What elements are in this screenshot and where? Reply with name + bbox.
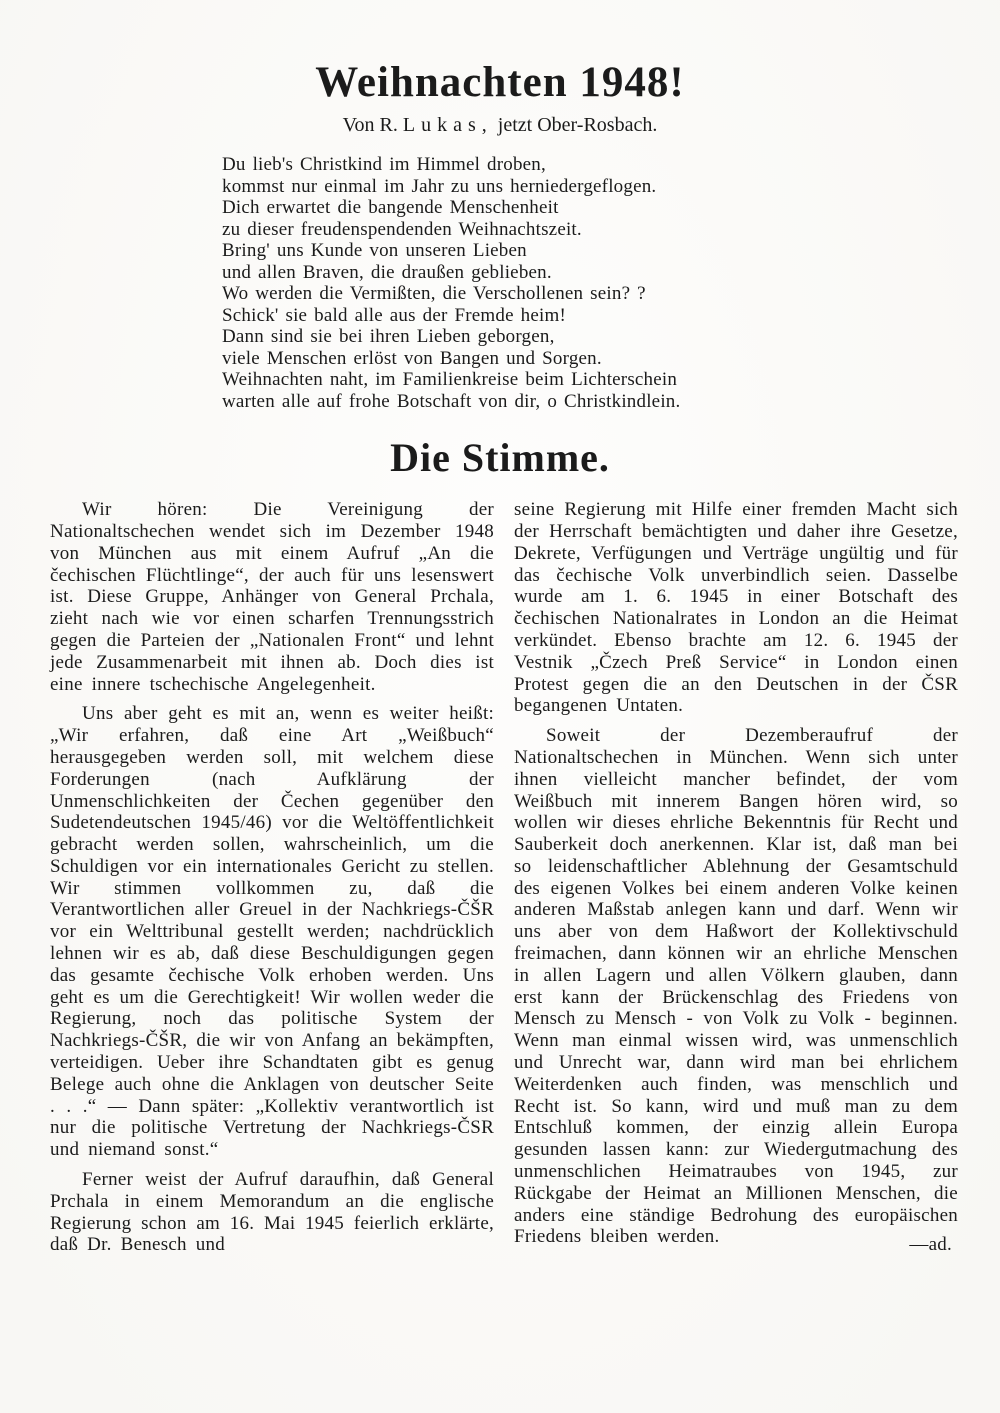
byline-author-name: Lukas, <box>402 114 493 137</box>
poem-line: Bring' uns Kunde von unseren Lieben <box>222 240 527 262</box>
poem-title: Weihnachten 1948! <box>315 59 685 106</box>
right-column <box>514 499 958 1264</box>
poem-line: warten alle auf frohe Botschaft von dir, o Christkindlein. <box>222 390 681 412</box>
article-body <box>0 499 1000 1264</box>
poem-line: viele Menschen erlöst von Bangen und Sorgen. <box>222 347 602 369</box>
paragraph-left-2: Uns aber geht es mit an, wenn es weiter heißt: „Wir erfahren, daß eine Art „Weißbuch“ herausgegeben werden soll, mit welchem diese Forderungen (nach Aufklärung der Unmenschlichkeiten der Čechen gegenüber den Sudetendeutschen 1945/46) vor die Weltöffentlichkeit gebracht werden sollen, wahrscheinlich, um die Schuldigen vor ein internationales Gericht zu stellen. Wir stimmen vollkommen zu, daß die Verantwortlichen aller Greuel in der Nachkriegs-ČŠR vor ein Welttribunal gestellt werden; nachdrücklich lehnen wir es ab, daß diese Beschuldigungen gegen das gesamte čechische Volk erhoben werden. Uns geht es um die Gerechtigkeit! Wir wollen weder die Regierung, noch das politische System der Nachkriegs-ČŠR, die wir von Anfang an bekämpften, verteidigen. Ueber ihre Schandtaten gibt es genug Belege auch ohne die Anklagen von deutscher Seite . . .“ — Dann später: „Kollektiv verantwortlich ist nur die politische Vertretung der Nachkriegs-ČSR und niemand sonst.“ <box>50 703 494 1161</box>
poem-line: Du lieb's Christkind im Himmel droben, <box>222 154 546 176</box>
poem-line: Dann sind sie bei ihren Lieben geborgen, <box>222 326 555 348</box>
byline-prefix: Von R. <box>342 114 398 137</box>
paragraph-left-3: Ferner weist der Aufruf daraufhin, daß General Prchala in einem Memorandum an die englische Regierung schon am 16. Mai 1945 feierlich erklärte, daß Dr. Benesch und <box>50 1169 494 1256</box>
author-signature: —ad. <box>909 1234 952 1256</box>
poem-header <box>0 0 1000 137</box>
poem-line: zu dieser freudenspendenden Weihnachtszeit. <box>222 218 582 240</box>
poem-line: Schick' sie bald alle aus der Fremde heim! <box>222 304 566 326</box>
poem-text <box>222 154 1000 412</box>
paragraph-left-1: Wir hören: Die Vereinigung der Nationaltschechen wendet sich im Dezember 1948 von München aus mit einem Aufruf „An die čechischen Flüchtlinge“, der auch für uns lesenswert ist. Diese Gruppe, Anhänger von General Prchala, zieht nach wie vor einen scharfen Trennungsstrich gegen die Parteien der „Nationalen Front“ und lehnt jede Zusammenarbeit mit ihnen ab. Doch dies ist eine innere tschechische Angelegenheit. <box>50 499 494 695</box>
poem-line: Dich erwartet die bangende Menschenheit <box>222 197 559 219</box>
poem-line: und allen Braven, die draußen geblieben. <box>222 261 552 283</box>
article-title: Die Stimme. <box>390 435 610 481</box>
poem-line: Weihnachten naht, im Familienkreise beim Lichterschein <box>222 369 678 391</box>
poem-byline <box>0 114 1000 137</box>
poem-line: kommst nur einmal im Jahr zu uns herniedergeflogen. <box>222 175 657 197</box>
poem-line: Wo werden die Vermißten, die Verschollenen sein? ? <box>222 283 646 305</box>
paragraph-right-1: seine Regierung mit Hilfe einer fremden Macht sich der Herrschaft bemächtigten und daher ihre Gesetze, Dekrete, Verfügungen und Verträge ungültig und für das čechische Volk unverbindlich seien. Dasselbe wurde am 1. 6. 1945 in einer Botschaft des čechischen Nationalrates in London an die Heimat verkündet. Ebenso brachte am 12. 6. 1945 der Vestnik „Čzech Preß Service“ in London einen Protest gegen die an den Deutschen in der ČSR begangenen Untaten. <box>514 499 958 717</box>
paragraph-right-2: Soweit der Dezemberaufruf der Nationaltschechen in München. Wenn sich unter ihnen vielleicht mancher befindet, der vom Weißbuch mit innerem Bangen hören wird, so wollen wir dieses ehrliche Bekenntnis für Recht und Sauberkeit doch anerkennen. Klar ist, daß man bei so leidenschaftlicher Ablehnung der Gesamtschuld des eigenen Volkes bei einem anderen Volke keinen anderen Maßstab anlegen kann und darf. Wenn wir uns aber von dem Haßwort der Kollektivschuld freimachen, dann können wir an ehrliche Menschen in allen Lagern und allen Völkern glauben, dann erst kann der Brückenschlag des Friedens von Mensch zu Mensch - von Volk zu Volk - beginnen. Wenn man einmal wissen wird, was unmenschlich und Unrecht war, dann wird man bei ehrlichem Weiterdenken auch finden, was menschlich und Recht ist. So kann, wird und muß man zu dem Entschluß kommen, der einzig allein Europa gesunden lassen kann: zur Wiedergutmachung des unmenschlichen Heimatraubes von 1945, zur Rückgabe der Heimat an Millionen Menschen, die anders eine ständige Bedrohung des europäischen Friedens bleiben werden. <box>514 725 958 1248</box>
left-column <box>50 499 494 1264</box>
byline-suffix: jetzt Ober-Rosbach. <box>497 114 658 137</box>
